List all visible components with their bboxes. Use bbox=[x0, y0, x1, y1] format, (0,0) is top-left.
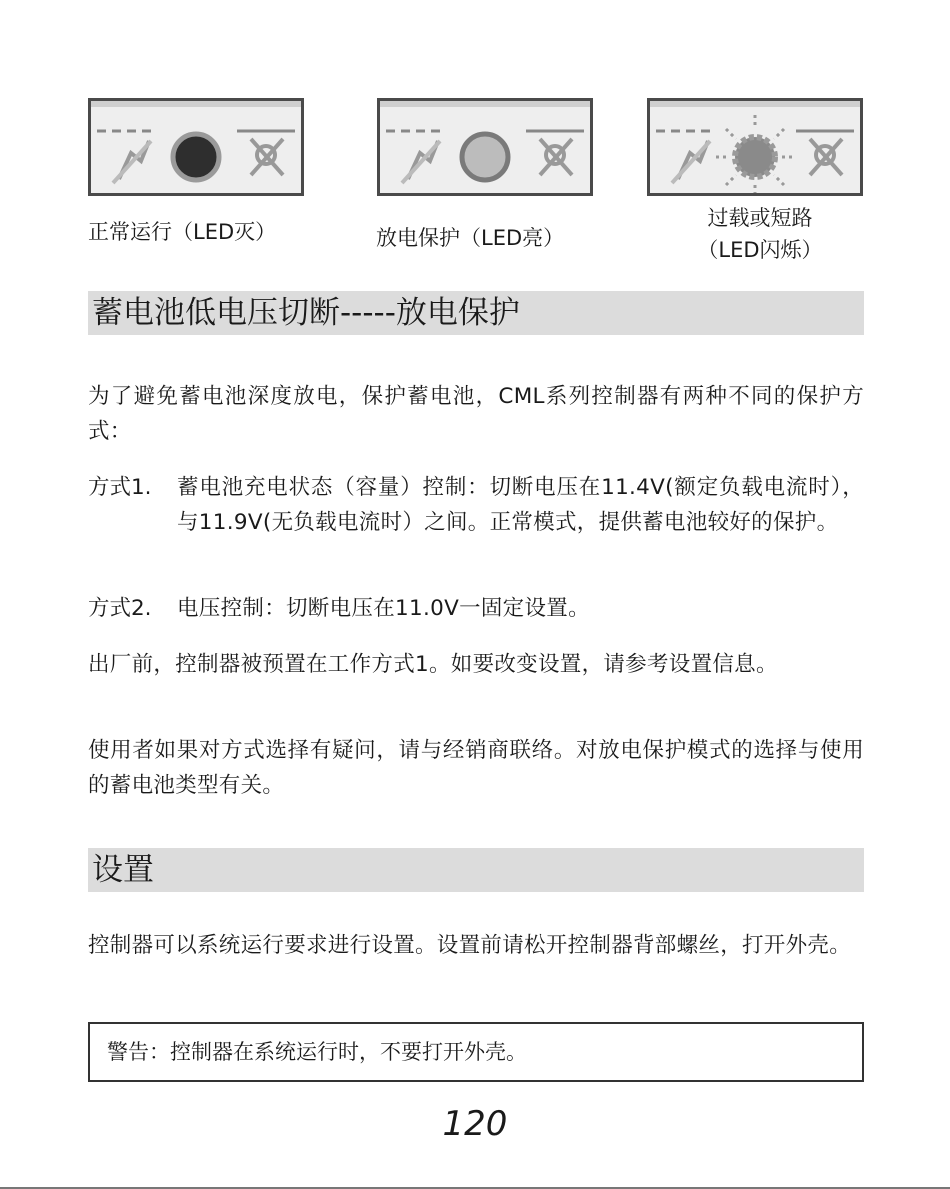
panel-pv-icon bbox=[113, 141, 151, 183]
section-title-discharge-protection: 蓄电池低电压切断-----放电保护 bbox=[88, 291, 864, 335]
panel-load-icon bbox=[251, 139, 283, 175]
panel-pv-icon bbox=[672, 141, 710, 183]
caption-normal: 正常运行（LED灭） bbox=[88, 220, 277, 244]
panel-pv-icon bbox=[402, 141, 440, 183]
caption-overload-line2: （LED闪烁） bbox=[697, 238, 823, 262]
led-icon bbox=[173, 134, 219, 180]
indicator-panel-overload bbox=[647, 98, 863, 196]
indicator-panel-protect bbox=[377, 98, 593, 196]
caption-protect: 放电保护（LED亮） bbox=[376, 226, 565, 250]
contact-note-paragraph: 使用者如果对方式选择有疑问，请与经销商联络。对放电保护模式的选择与使用的蓄电池类型有关。 bbox=[88, 738, 864, 798]
mode2-label: 方式2. bbox=[88, 596, 152, 621]
led-icon bbox=[735, 137, 775, 177]
panel-load-icon bbox=[540, 139, 572, 175]
led-icon bbox=[462, 134, 508, 180]
mode2-text: 电压控制：切断电压在11.0V一固定设置。 bbox=[177, 596, 590, 621]
section-title-settings: 设置 bbox=[88, 848, 864, 892]
mode1-text: 蓄电池充电状态（容量）控制：切断电压在11.4V(额定负载电流时），与11.9V(无负载电流时）之间。正常模式，提供蓄电池较好的保护。 bbox=[177, 475, 864, 535]
intro-paragraph: 为了避免蓄电池深度放电，保护蓄电池，CML系列控制器有两种不同的保护方式： bbox=[88, 384, 864, 444]
mode1-label: 方式1. bbox=[88, 475, 152, 500]
warning-box: 警告：控制器在系统运行时，不要打开外壳。 bbox=[88, 1022, 864, 1082]
panel-load-icon bbox=[810, 139, 842, 175]
settings-paragraph: 控制器可以系统运行要求进行设置。设置前请松开控制器背部螺丝，打开外壳。 bbox=[88, 933, 852, 958]
factory-note-paragraph: 出厂前，控制器被预置在工作方式1。如要改变设置，请参考设置信息。 bbox=[88, 652, 778, 677]
caption-overload-line1: 过载或短路 bbox=[707, 206, 813, 230]
page-number: 120 bbox=[442, 1104, 508, 1144]
indicator-panel-normal bbox=[88, 98, 304, 196]
